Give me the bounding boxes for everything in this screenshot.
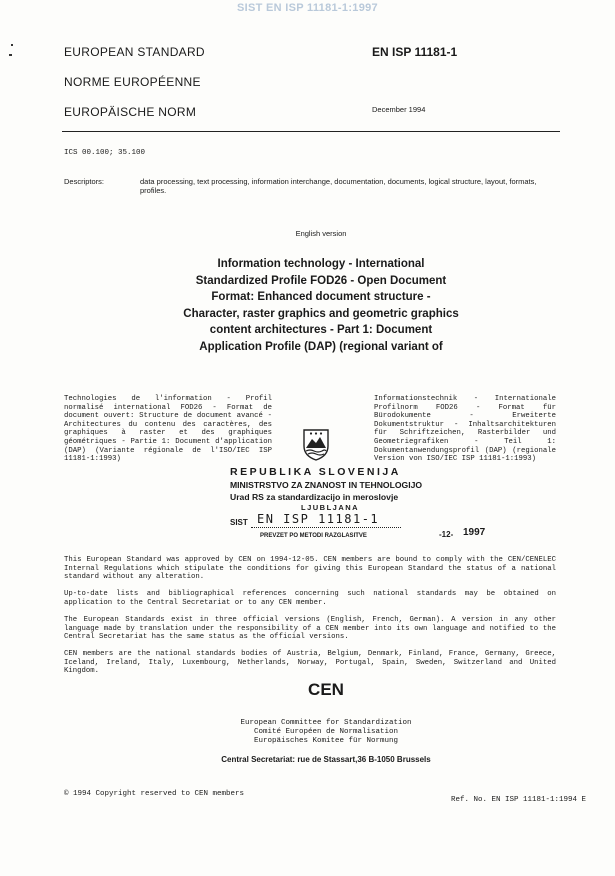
margin-mark — [11, 44, 13, 46]
members-paragraph: CEN members are the national standards bodies of Austria, Belgium, Denmark, Finland, France, Germany, Greece, Iceland, Ireland, Italy, Luxembourg, Netherlands, Norway, Portugal, Spain, Sweden, Switzerland and United Kingdom. — [64, 650, 556, 676]
watermark: SIST EN ISP 11181-1:1997 — [237, 2, 378, 14]
descriptors-label: Descriptors: — [64, 177, 105, 186]
approval-paragraph: This European Standard was approved by CEN on 1994-12-05. CEN members are bound to comply with the CEN/CENELEC Internal Regulations which stipulate the conditions for giving this European Standard the status of a national standard without any alteration. — [64, 556, 556, 582]
cen-secretariat: Central Secretariat: rue de Stassart,36 B-1050 Brussels — [221, 755, 431, 764]
cen-logo: CEN — [308, 680, 344, 699]
stamp-republic: REPUBLIKA SLOVENIJA — [230, 466, 401, 478]
title-line: Standardized Profile FOD26 - Open Document — [195, 274, 447, 287]
slovenia-coat-of-arms-icon — [302, 428, 330, 462]
header-line-de: EUROPÄISCHE NORM — [64, 105, 197, 119]
descriptors-text: data processing, text processing, information interchange, documentation, documents, logical structure, layout, formats, profiles. — [140, 177, 537, 196]
cen-name-en: European Committee for Standardization — [240, 719, 412, 727]
publication-date: December 1994 — [372, 105, 426, 114]
stamp-date-month: -12- — [439, 530, 454, 539]
cen-name-de: Europäisches Komitee für Normung — [253, 737, 399, 745]
header-line-fr: NORME EUROPÉENNE — [64, 75, 201, 89]
versions-paragraph: The European Standards exist in three official versions (English, French, German). A version in any other language made by translation under the responsibility of a CEN member into its own language and notified to the Central Secretariat has the same status as the official versions. — [64, 616, 556, 642]
sist-underline — [251, 527, 401, 528]
cen-name-fr: Comité Européen de Normalisation — [253, 728, 399, 736]
sist-handwritten-number: EN ISP 11181-1 — [257, 512, 380, 526]
french-title: Technologies de l'information - Profil normalisé international FOD26 - Format de document ouvert: Structure de document avancé - Architectures du contenu des caractères, des graphiques à raster et des graphiques géométriques - Partie 1: Document d'application (DAP) (Variante régionale de l'ISO/IEC ISP 11181-1:1993) — [64, 395, 272, 464]
standard-number: EN ISP 11181-1 — [372, 45, 458, 59]
header-rule — [62, 131, 560, 132]
version-label: English version — [295, 229, 347, 238]
stamp-ministry: MINISTRSTVO ZA ZNANOST IN TEHNOLOGIJO — [230, 480, 423, 490]
german-title: Informationstechnik - Internationale Profilnorm FOD26 - Format für Bürodokumente - Erweiterte Dokumentstruktur - Inhaltsarchitekturen für Schriftzeichen, Rasterbilder und Geometriegrafiken - Teil 1: Dokumentanwendungsprofil (DAP) (regionale Version von ISO/IEC ISP 11181-1:1993) — [374, 395, 556, 464]
header-line-en: EUROPEAN STANDARD — [64, 45, 205, 59]
stamp-date-year: 1997 — [463, 527, 486, 538]
title-line: Character, raster graphics and geometric graphics — [183, 307, 459, 320]
margin-mark — [9, 54, 12, 56]
reference-number: Ref. No. EN ISP 11181-1:1994 E — [451, 796, 587, 804]
ics-code: ICS 00.100; 35.100 — [64, 149, 146, 157]
document-title — [150, 256, 492, 355]
stamp-method: PREVZET PO METODI RAZGLASITVE — [260, 533, 367, 539]
sist-label: SIST — [230, 518, 248, 527]
stamp-office: Urad RS za standardizacijo in meroslovje — [230, 492, 399, 502]
title-line: Application Profile (DAP) (regional variant of — [199, 340, 443, 353]
title-line: Information technology - International — [217, 258, 425, 270]
copyright: © 1994 Copyright reserved to CEN members — [64, 790, 245, 798]
references-paragraph: Up-to-date lists and bibliographical references concerning such national standards may be obtained on application to the Central Secretariat or to any CEN member. — [64, 590, 556, 607]
title-line: content architectures - Part 1: Document — [209, 324, 433, 336]
stamp-city: LJUBLJANA — [301, 503, 360, 512]
title-line: Format: Enhanced document structure - — [211, 291, 431, 303]
